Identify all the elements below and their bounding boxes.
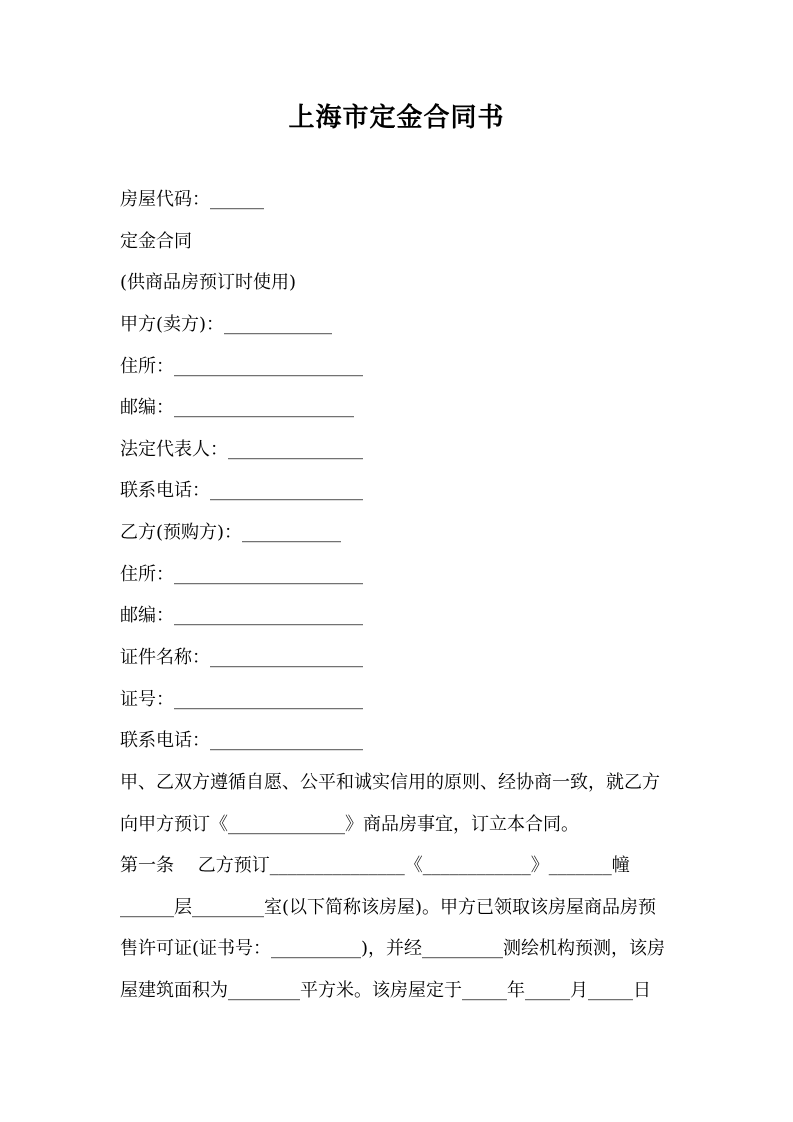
field-party-b-postcode: 邮编：_____________________: [120, 605, 363, 626]
field-party-a-address: 住所：_____________________: [120, 356, 363, 377]
field-party-b-address: 住所：_____________________: [120, 564, 363, 585]
article-one-line: 售许可证(证书号：__________)，并经_________测绘机构预测，该房: [120, 938, 666, 959]
paragraph-line: 甲、乙双方遵循自愿、公平和诚实信用的原则、经协商一致，就乙方: [120, 772, 660, 793]
field-party-a-postcode: 邮编：____________________: [120, 397, 354, 418]
paragraph-line: 向甲方预订《_____________》商品房事宜，订立本合同。: [120, 814, 579, 835]
article-one-line: 屋建筑面积为________平方米。该房屋定于_____年_____月_____日: [120, 980, 651, 1001]
heading-deposit-contract: 定金合同: [120, 231, 192, 252]
field-party-a: 甲方(卖方)：____________: [120, 314, 333, 335]
field-house-code: 房屋代码：______: [120, 189, 264, 210]
field-party-b-phone: 联系电话：_________________: [120, 730, 363, 751]
field-id-number: 证号：_____________________: [120, 689, 363, 710]
field-party-b: 乙方(预购方)：___________: [120, 522, 342, 543]
field-party-a-phone: 联系电话：_________________: [120, 480, 363, 501]
field-id-type: 证件名称：_________________: [120, 647, 363, 668]
document-title: 上海市定金合同书: [288, 103, 505, 133]
article-one-line: 第一条 乙方预订_______________《____________》_______幢: [120, 855, 630, 876]
field-legal-representative: 法定代表人：_______________: [120, 439, 363, 460]
article-one-line: ______层________室(以下简称该房屋)。甲方已领取该房屋商品房预: [120, 897, 657, 918]
usage-note: (供商品房预订时使用): [120, 272, 297, 293]
